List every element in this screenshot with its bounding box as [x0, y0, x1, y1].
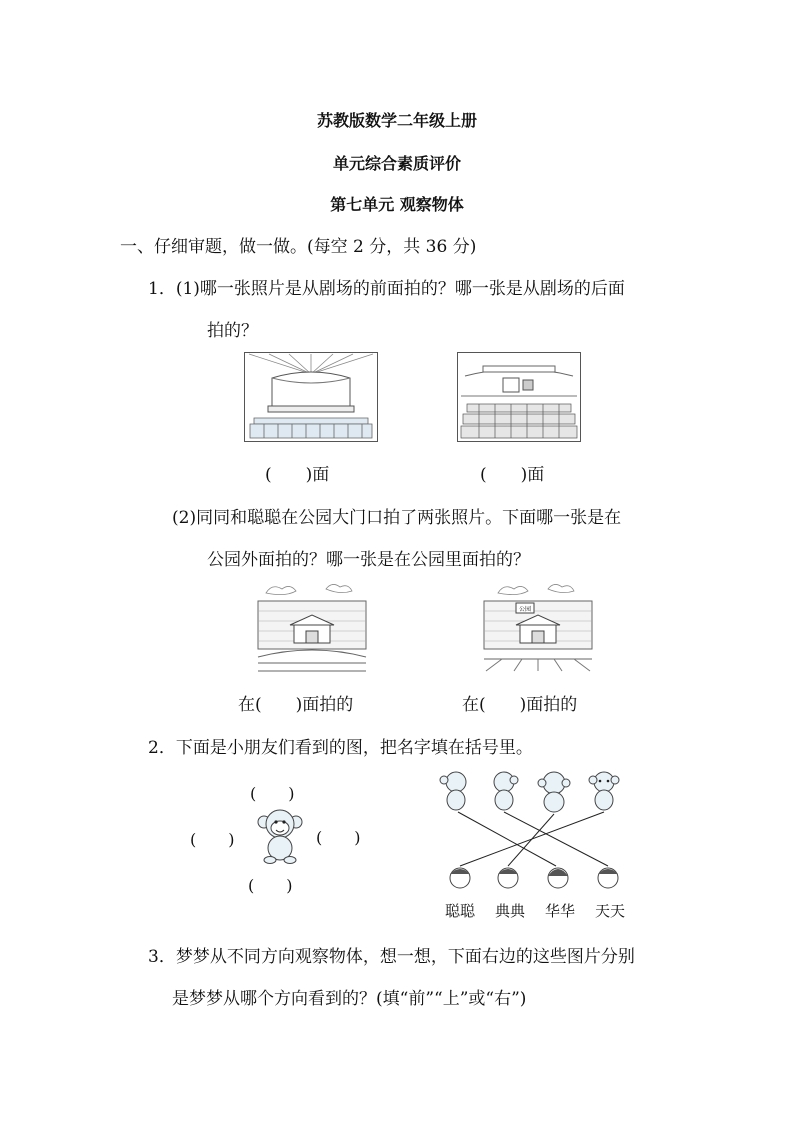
child-face-diandian	[498, 868, 518, 888]
monkey-view-4	[589, 772, 619, 810]
child-face-huahua	[548, 868, 568, 888]
q1-blank-outside-photo[interactable]: 在( )面拍的	[238, 695, 354, 715]
monkey-view-2	[494, 772, 518, 810]
q2-blank-right[interactable]: ( )	[316, 828, 361, 847]
theater-back-image	[457, 352, 581, 442]
name-label-2: 典典	[495, 902, 526, 920]
monkey-view-3	[538, 772, 570, 812]
monkey-toy-image	[256, 808, 304, 864]
q1-part2-line2: 公园外面拍的？哪一张是在公园里面拍的？	[207, 550, 530, 570]
theater-front-image	[244, 352, 378, 442]
q1-blank-inside-photo[interactable]: 在( )面拍的	[462, 695, 578, 715]
q3-line1: 3．梦梦从不同方向观察物体，想一想，下面右边的这些图片分别	[148, 947, 635, 967]
q3-line2: 是梦梦从哪个方向看到的？(填“前”“上”或“右”)	[172, 989, 527, 1009]
doc-subtitle: 单元综合素质评价	[332, 154, 461, 173]
park-sign-label: 公园	[518, 606, 532, 613]
q1-number: 1．	[148, 279, 176, 299]
q2-blank-top[interactable]: ( )	[250, 784, 295, 803]
child-face-congcong	[450, 868, 470, 888]
doc-title: 苏教版数学二年级上册	[316, 111, 477, 130]
matching-diagram	[438, 770, 634, 918]
section-heading: 一、仔细审题，做一做。(每空 2 分，共 36 分)	[120, 237, 477, 257]
q2-blank-left[interactable]: ( )	[190, 830, 235, 849]
q1-part2-line1: (2)同同和聪聪在公园大门口拍了两张照片。下面哪一张是在	[172, 508, 622, 528]
child-face-tiantian	[598, 868, 618, 888]
name-label-1: 聪聪	[445, 902, 476, 920]
q2-blank-bottom[interactable]: ( )	[248, 876, 293, 895]
q1-part1-line2: 拍的？	[207, 321, 258, 341]
name-label-3: 华华	[545, 902, 576, 920]
q1-blank-front-photo[interactable]: ( )面	[265, 465, 330, 485]
q2-text: 2．下面是小朋友们看到的图，把名字填在括号里。	[148, 738, 533, 758]
name-label-4: 天天	[595, 902, 626, 920]
q1-part1-line1	[148, 274, 625, 299]
park-gate-inside-image	[482, 579, 594, 673]
q1-part1-text: (1)哪一张照片是从剧场的前面拍的？哪一张是从剧场的后面	[175, 279, 625, 299]
unit-title: 第七单元 观察物体	[330, 195, 464, 214]
monkey-view-1	[440, 772, 466, 810]
park-gate-outside-image	[256, 579, 368, 673]
q1-blank-back-photo[interactable]: ( )面	[480, 465, 545, 485]
